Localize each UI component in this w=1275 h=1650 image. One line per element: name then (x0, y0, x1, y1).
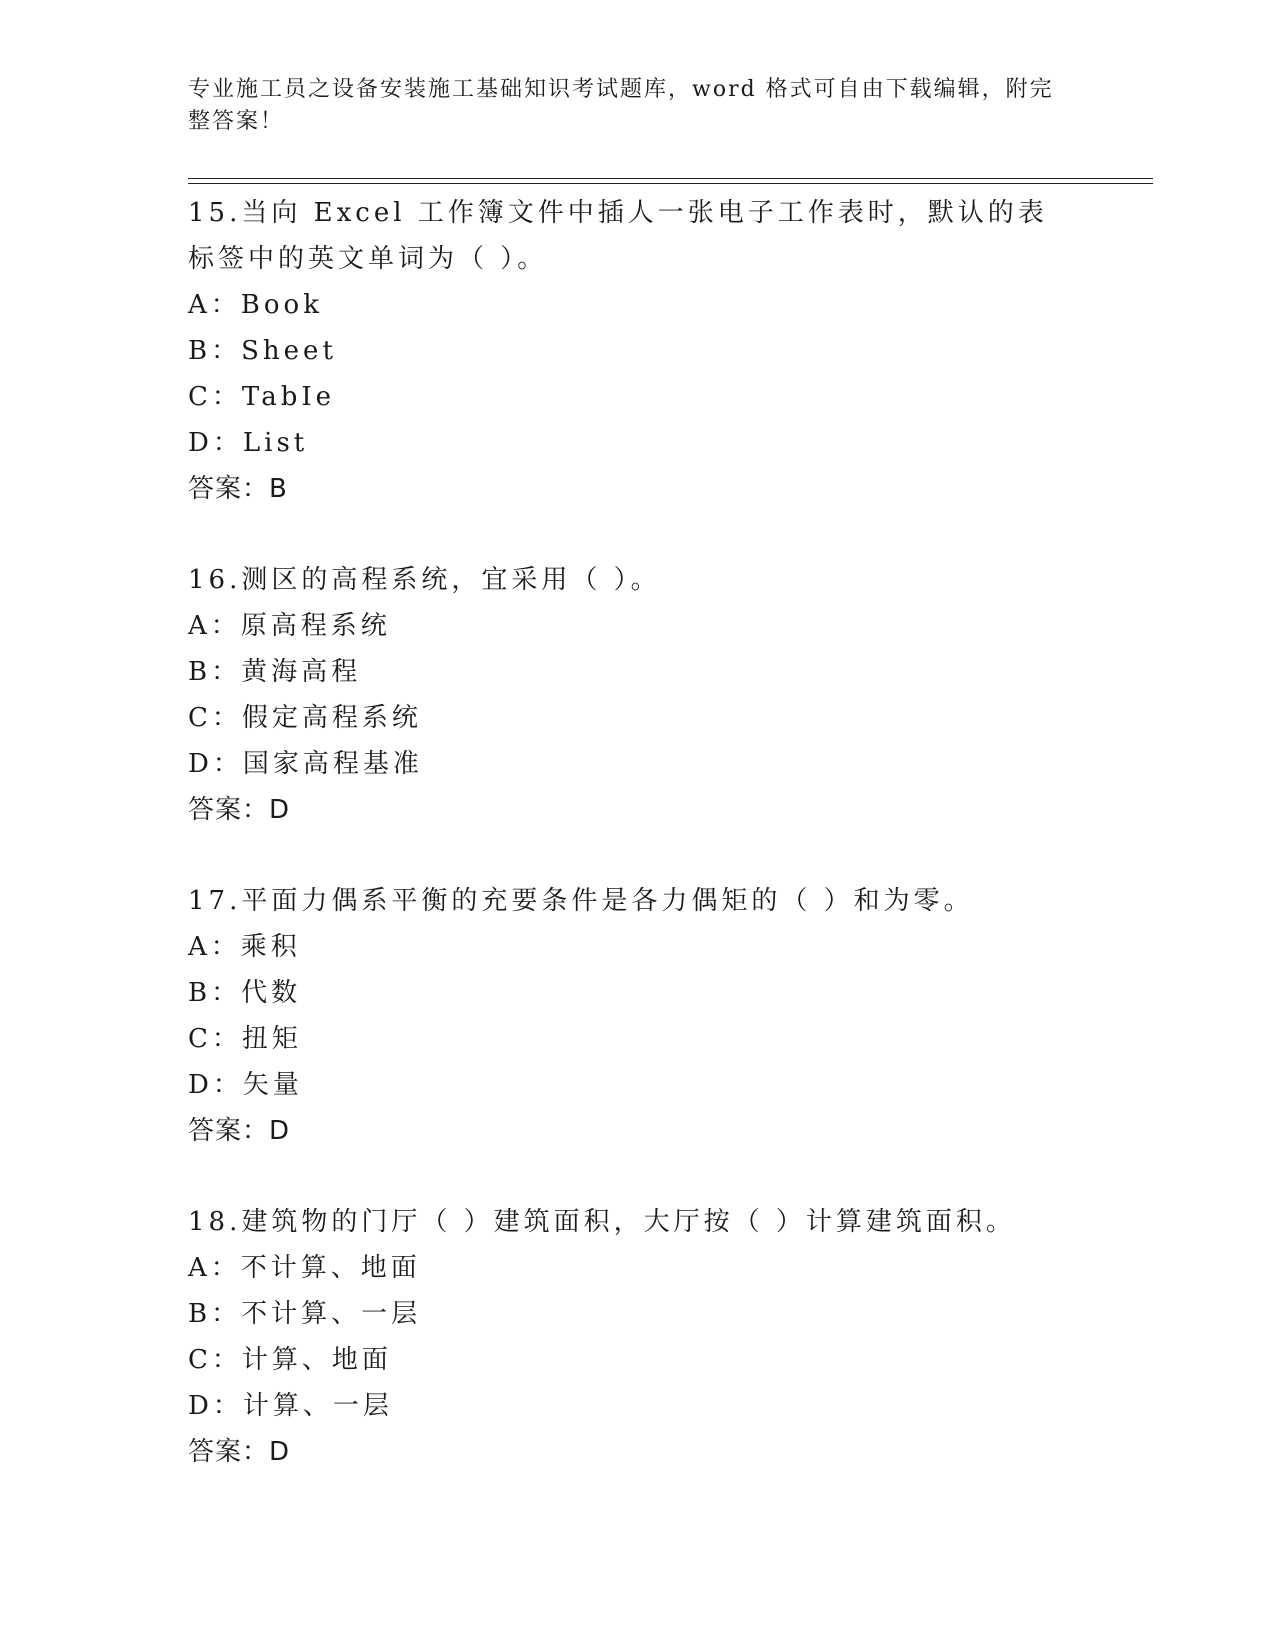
option-letter: A： (188, 932, 241, 962)
option-a (188, 924, 1088, 970)
option-c (188, 374, 1088, 420)
option-letter: C： (188, 703, 242, 733)
option-text: 乘积 (240, 932, 301, 962)
option-letter: D： (188, 1391, 243, 1421)
question-text: 16.测区的高程系统，宜采用（ ）。 (188, 565, 661, 595)
option-letter: D： (188, 749, 243, 779)
option-text: 计算、一层 (242, 1391, 393, 1421)
option-text: 扭矩 (241, 1024, 302, 1054)
option-letter: C： (188, 1024, 242, 1054)
option-text: 代数 (241, 978, 302, 1008)
answer-line: 答案：D (188, 795, 291, 825)
answer-line: 答案：D (188, 1116, 291, 1146)
header-divider-top (188, 178, 1153, 179)
option-text: 计算、地面 (241, 1345, 392, 1375)
option-letter: A： (188, 290, 241, 320)
option-letter: D： (188, 1070, 243, 1100)
option-letter: A： (188, 611, 241, 641)
option-d (188, 1062, 1088, 1108)
option-text: Book (240, 290, 323, 320)
option-a (188, 1245, 1088, 1291)
option-text: Sheet (241, 336, 337, 366)
option-a (188, 282, 1088, 328)
question-15 (188, 190, 1088, 512)
header-divider-bottom (188, 183, 1153, 184)
option-text: 不计算、地面 (240, 1253, 421, 1283)
option-b (188, 1291, 1088, 1337)
option-letter: D： (188, 428, 243, 458)
answer-line: 答案：B (188, 474, 288, 504)
question-text: 18.建筑物的门厅（ ）建筑面积，大厅按（ ）计算建筑面积。 (188, 1207, 1016, 1237)
option-c (188, 695, 1088, 741)
option-letter: B： (188, 336, 242, 366)
question-text: 17.平面力偶系平衡的充要条件是各力偶矩的（ ）和为零。 (188, 886, 974, 916)
question-list (188, 190, 1088, 1520)
option-c (188, 1016, 1088, 1062)
option-d (188, 1383, 1088, 1429)
option-letter: B： (188, 1299, 242, 1329)
question-16 (188, 557, 1088, 833)
option-letter: C： (188, 1345, 242, 1375)
document-header: 专业施工员之设备安装施工基础知识考试题库，word 格式可自由下载编辑，附完整答案！ (188, 77, 1054, 134)
option-text: 国家高程基准 (242, 749, 423, 779)
option-text: 原高程系统 (240, 611, 391, 641)
option-d (188, 741, 1088, 787)
option-a (188, 603, 1088, 649)
option-text: TabIe (241, 382, 336, 412)
answer-line: 答案：D (188, 1437, 291, 1467)
option-b (188, 970, 1088, 1016)
option-b (188, 328, 1088, 374)
question-17 (188, 878, 1088, 1154)
option-text: 不计算、一层 (241, 1299, 422, 1329)
option-text: 假定高程系统 (241, 703, 422, 733)
option-d (188, 420, 1088, 466)
question-18 (188, 1199, 1088, 1475)
option-text: 矢量 (242, 1070, 303, 1100)
option-c (188, 1337, 1088, 1383)
option-b (188, 649, 1088, 695)
question-text: 15.当向 Excel 工作簿文件中插人一张电子工作表时，默认的表标签中的英文单词为（ ）。 (188, 198, 1048, 274)
option-letter: A： (188, 1253, 241, 1283)
option-letter: C： (188, 382, 242, 412)
option-text: List (242, 428, 309, 458)
option-letter: B： (188, 657, 242, 687)
option-letter: B： (188, 978, 242, 1008)
option-text: 黄海高程 (241, 657, 362, 687)
